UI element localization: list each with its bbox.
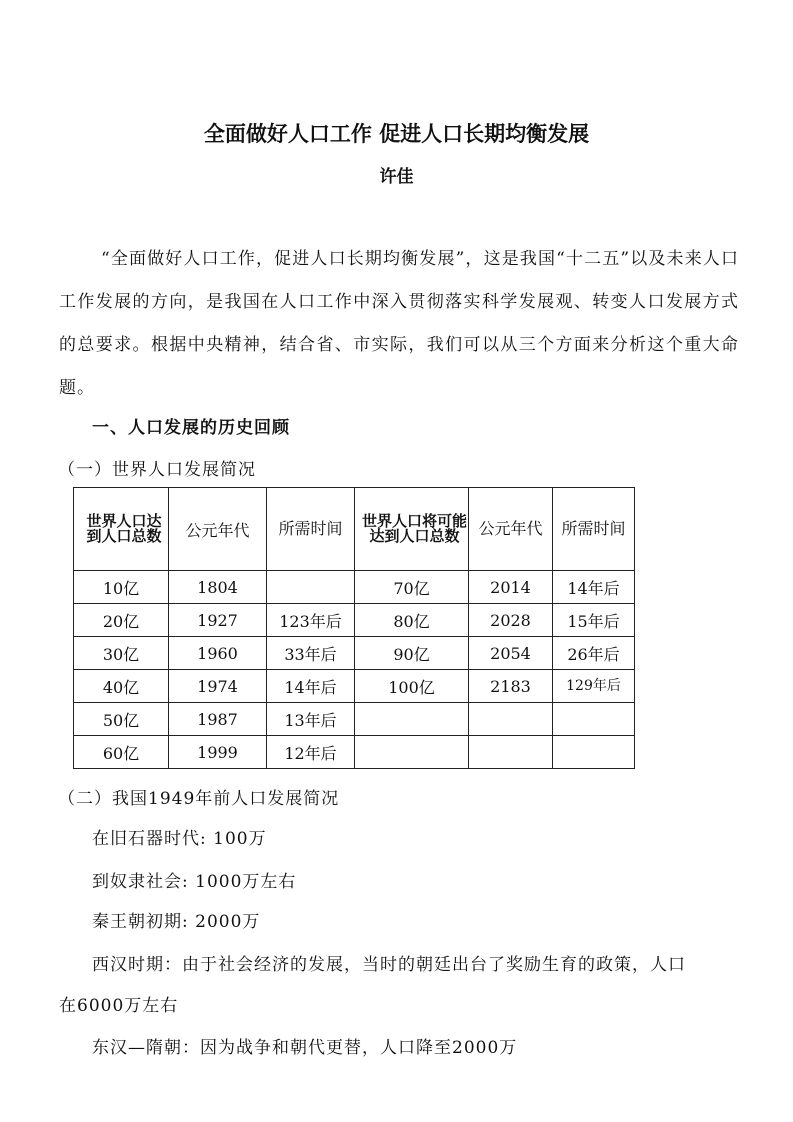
table-cell: 14年后 (267, 670, 355, 703)
table-cell (469, 703, 553, 736)
list-item-continued: 在6000万左右 (59, 996, 179, 1016)
section-heading-1: 一、人口发展的历史回顾 (92, 418, 290, 438)
table-cell: 33年后 (267, 637, 355, 670)
table-cell: 2014 (469, 571, 553, 604)
table-cell: 60亿 (74, 736, 169, 769)
table-row (74, 736, 635, 769)
intro-paragraph: “全面做好人口工作，促进人口长期均衡发展”，这是我国“十二五”以及未来人口工作发展的方向，是我国在人口工作中深入贯彻落实科学发展观、转变人口发展方式的总要求。根据中央精神，结合省、市实际，我们可以从三个方面来分析这个重大命题。 (59, 249, 739, 398)
table-row (74, 571, 635, 604)
table-cell: 2054 (469, 637, 553, 670)
table-cell: 20亿 (74, 604, 169, 637)
author-name: 许佳 (379, 167, 414, 187)
list-item: 西汉时期：由于社会经济的发展，当时的朝廷出台了奖励生育的政策，人口 (92, 955, 686, 975)
list-item: 到奴隶社会: 1000万左右 (92, 872, 297, 892)
table-cell: 90亿 (355, 637, 469, 670)
table-cell (355, 736, 469, 769)
table-header-cell: 所需时间 (267, 488, 355, 571)
table-cell: 2183 (469, 670, 553, 703)
table-cell (267, 571, 355, 604)
table-cell: 100亿 (355, 670, 469, 703)
table-cell: 129年后 (553, 670, 635, 703)
table-cell (355, 703, 469, 736)
table-cell (553, 703, 635, 736)
subsection-heading-china: （二）我国1949年前人口发展简况 (58, 789, 340, 809)
table-row (74, 637, 635, 670)
table-cell: 1927 (169, 604, 267, 637)
table-row (74, 604, 635, 637)
table-row (74, 703, 635, 736)
table-row (74, 670, 635, 703)
table-header-cell: 世界人口达到人口总数 (74, 488, 169, 571)
table-cell: 123年后 (267, 604, 355, 637)
table-header-cell: 公元年代 (469, 488, 553, 571)
table-cell: 1974 (169, 670, 267, 703)
table-cell: 10亿 (74, 571, 169, 604)
table-cell: 13年后 (267, 703, 355, 736)
list-item: 秦王朝初期: 2000万 (92, 912, 261, 932)
table-cell: 14年后 (553, 571, 635, 604)
table-cell: 80亿 (355, 604, 469, 637)
table-cell: 1999 (169, 736, 267, 769)
table-cell: 1960 (169, 637, 267, 670)
table-header-cell: 世界人口将可能达到人口总数 (355, 488, 469, 571)
table-cell (469, 736, 553, 769)
table-cell: 1987 (169, 703, 267, 736)
list-item: 在旧石器时代: 100万 (92, 829, 267, 849)
table-cell: 50亿 (74, 703, 169, 736)
table-cell: 2028 (469, 604, 553, 637)
world-population-table (73, 487, 635, 769)
table-cell (553, 736, 635, 769)
table-cell: 12年后 (267, 736, 355, 769)
table-cell: 70亿 (355, 571, 469, 604)
subsection-heading-world: （一）世界人口发展简况 (58, 460, 256, 480)
document-title: 全面做好人口工作 促进人口长期均衡发展 (203, 121, 590, 146)
table-cell: 15年后 (553, 604, 635, 637)
table-cell: 26年后 (553, 637, 635, 670)
list-item: 东汉—隋朝：因为战争和朝代更替，人口降至2000万 (92, 1038, 518, 1058)
table-cell: 30亿 (74, 637, 169, 670)
table-cell: 40亿 (74, 670, 169, 703)
table-cell: 1804 (169, 571, 267, 604)
table-header-cell: 所需时间 (553, 488, 635, 571)
table-header-row (74, 488, 635, 571)
table-header-cell: 公元年代 (169, 488, 267, 571)
